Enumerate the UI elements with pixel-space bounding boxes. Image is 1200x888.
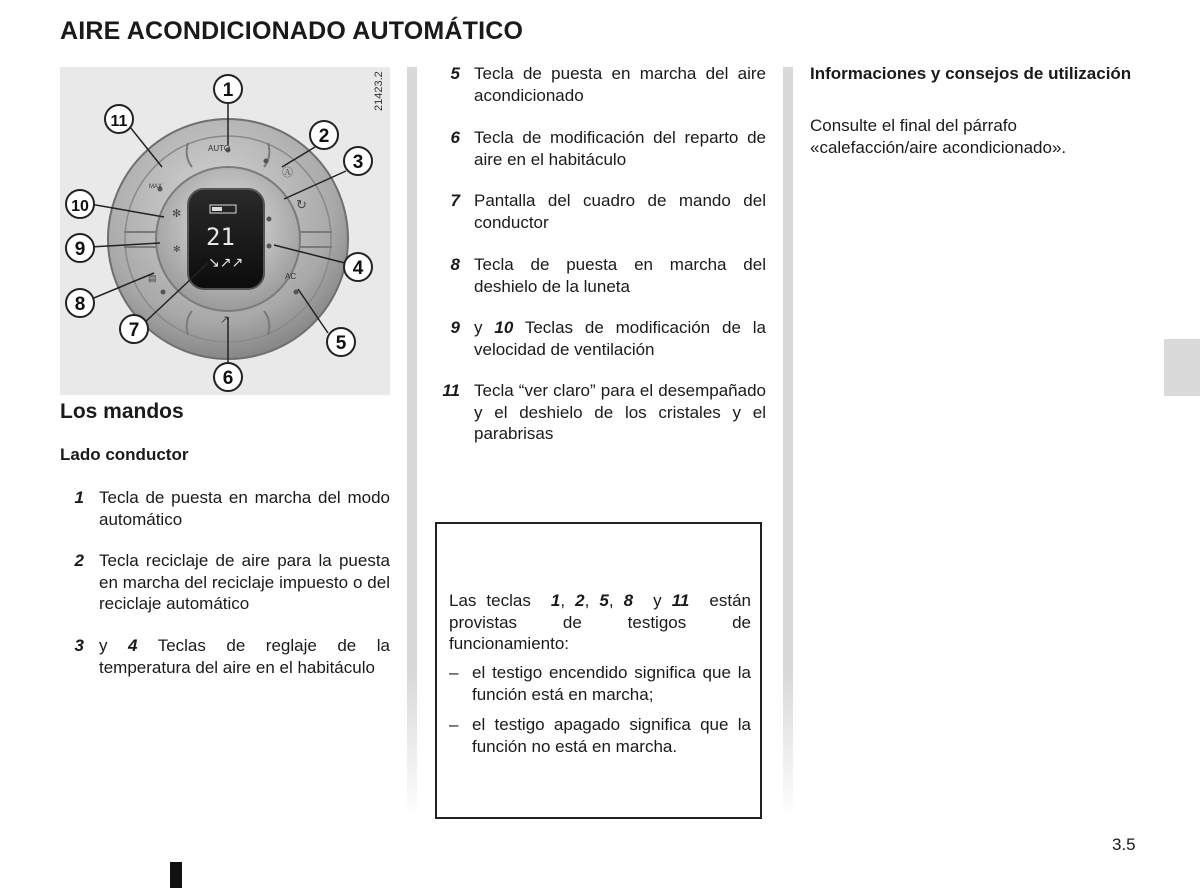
callout-8: 8	[74, 294, 86, 315]
control-panel-figure	[60, 67, 390, 395]
subsection-title: Lado conductor	[60, 445, 189, 464]
callout-9: 9	[74, 239, 86, 260]
control-panel-illustration	[60, 67, 390, 395]
callout-7: 7	[128, 320, 140, 341]
ac-label: AC	[285, 272, 297, 281]
corner-mark	[170, 862, 182, 888]
recycle-auto-icon: Ⓐ	[282, 167, 293, 179]
auto-label: AUTO	[208, 144, 231, 153]
callout-2: 2	[318, 126, 330, 147]
display-temperature: 21	[206, 223, 235, 251]
column-separator	[407, 67, 417, 820]
max-label: MAX	[149, 184, 163, 190]
callout-1: 1	[222, 80, 234, 101]
section-title: Los mandos	[60, 400, 184, 423]
page-title: AIRE ACONDICIONADO AUTOMÁTICO	[60, 17, 524, 45]
column-separator	[783, 67, 793, 820]
info-title: Informaciones y consejos de utilización	[810, 64, 1132, 83]
recycle-icon: ↻	[296, 197, 307, 212]
svg-text:↘↗↗: ↘↗↗	[208, 255, 244, 271]
callout-3: 3	[352, 152, 364, 173]
fan-icon: ✻	[172, 208, 182, 220]
page-number: 3.5	[1112, 835, 1136, 854]
air-distribution-icon: ↗	[220, 314, 230, 326]
info-body: Consulte el final del párrafo «calefacción/aire acondicionado».	[810, 116, 1067, 157]
callout-5: 5	[335, 333, 347, 354]
callout-6: 6	[222, 368, 234, 389]
note-intro: Las teclas 1, 2, 5, 8 y 11 están provistas de testigos de funcionamiento:	[449, 591, 751, 653]
callout-11: 11	[110, 113, 128, 130]
rear-defrost-icon: ▤	[148, 273, 157, 283]
figure-reference: 21423.2	[373, 71, 385, 111]
fan-small-icon: ✻	[173, 244, 181, 254]
callout-10: 10	[71, 198, 89, 215]
callout-4: 4	[352, 258, 364, 279]
chapter-tab	[1164, 339, 1200, 396]
